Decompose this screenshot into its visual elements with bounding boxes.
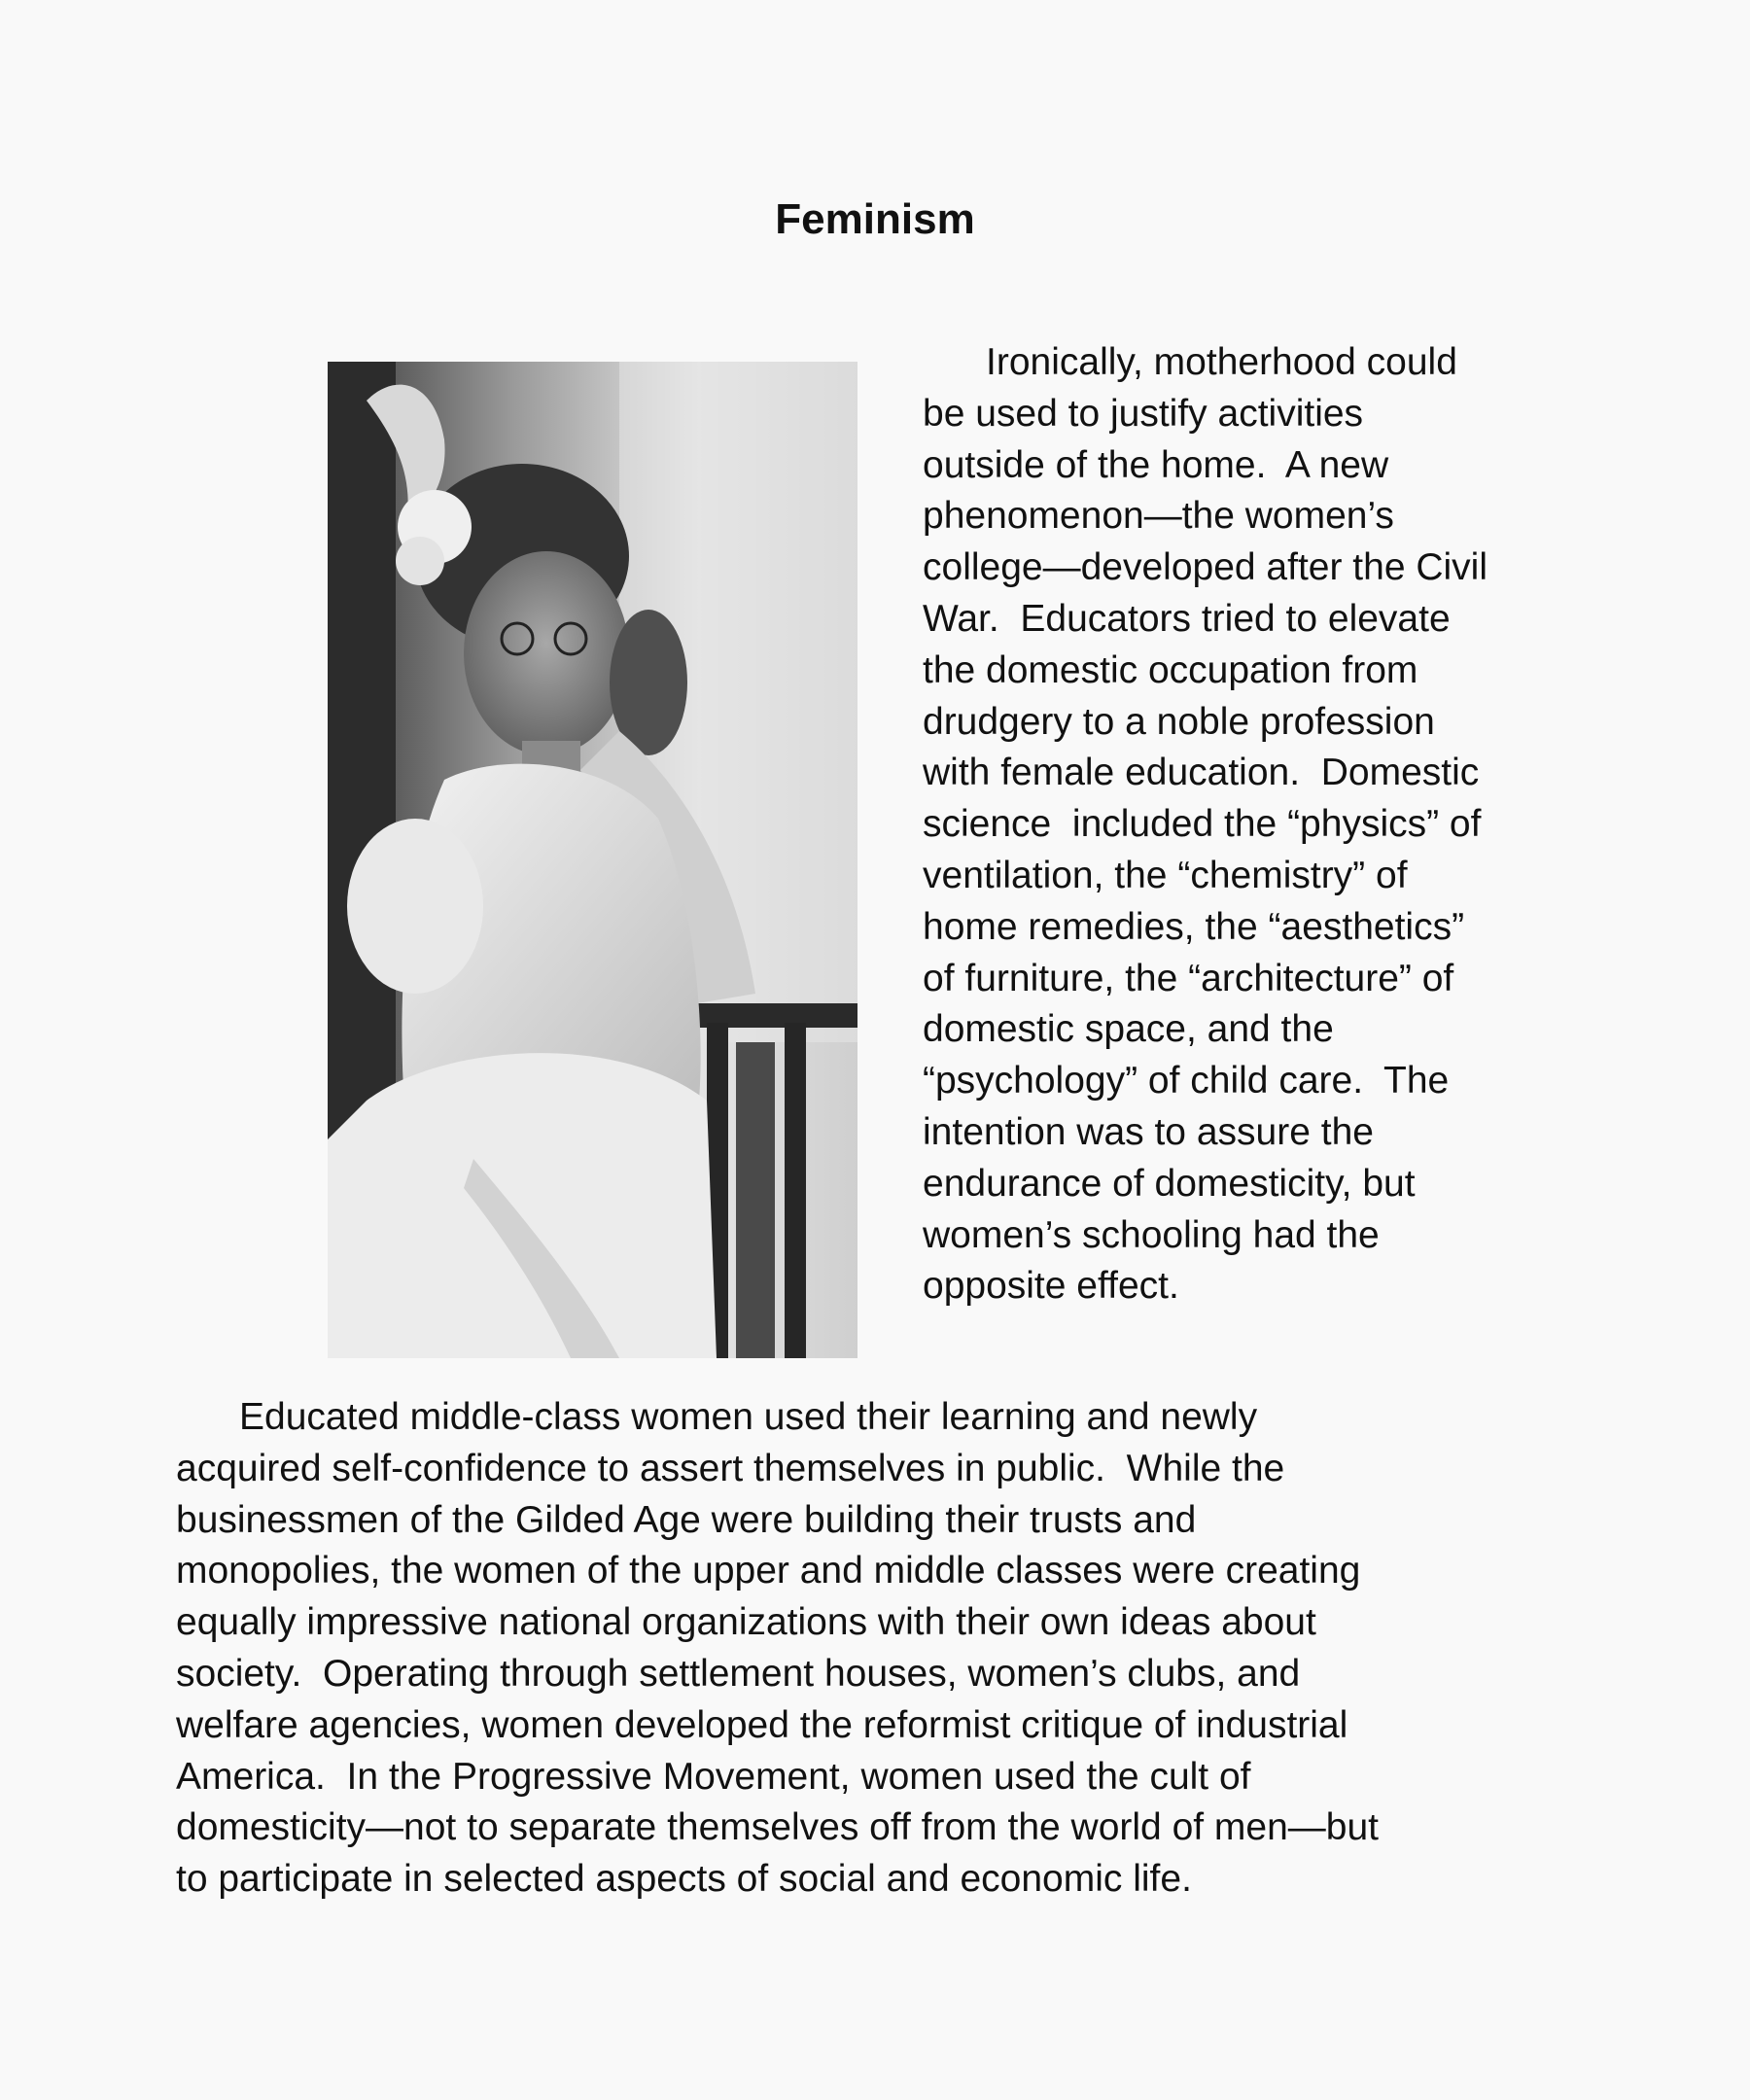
sidebar-paragraph-line: college—developed after the Civil <box>923 546 1488 589</box>
main-paragraph-line: Educated middle-class women used their learning and newly <box>176 1396 1258 1438</box>
sidebar-paragraph-line: drudgery to a noble profession <box>923 700 1435 743</box>
sidebar-paragraph-line: of furniture, the “architecture” of <box>923 957 1454 999</box>
page-title: Feminism <box>775 195 975 243</box>
main-paragraph-line: America. In the Progressive Movement, women used the cult of <box>176 1755 1251 1798</box>
sidebar-paragraph-line: outside of the home. A new <box>923 443 1389 486</box>
sidebar-paragraph-line: War. Educators tried to elevate <box>923 597 1451 640</box>
main-paragraph-line: acquired self-confidence to assert themselves in public. While the <box>176 1447 1285 1489</box>
sidebar-paragraph-line: domestic space, and the <box>923 1008 1334 1051</box>
sidebar-paragraph <box>923 337 1584 1312</box>
main-paragraph-line: welfare agencies, women developed the reformist critique of industrial <box>176 1703 1348 1746</box>
portrait-photo <box>328 362 858 1358</box>
sidebar-paragraph-line: endurance of domesticity, but <box>923 1162 1416 1205</box>
main-paragraph-line: society. Operating through settlement houses, women’s clubs, and <box>176 1652 1301 1695</box>
main-paragraph-line: domesticity—not to separate themselves off from the world of men—but <box>176 1806 1380 1849</box>
sidebar-paragraph-line: intention was to assure the <box>923 1110 1374 1153</box>
main-paragraph-line: monopolies, the women of the upper and middle classes were creating <box>176 1550 1361 1592</box>
sidebar-paragraph-line: ventilation, the “chemistry” of <box>923 854 1408 896</box>
sidebar-paragraph-line: phenomenon—the women’s <box>923 495 1394 538</box>
sidebar-paragraph-line: “psychology” of child care. The <box>923 1060 1450 1102</box>
sidebar-paragraph-line: home remedies, the “aesthetics” <box>923 905 1465 948</box>
main-paragraph-line: equally impressive national organizations with their own ideas about <box>176 1601 1316 1644</box>
main-paragraph-line: to participate in selected aspects of social and economic life. <box>176 1858 1192 1901</box>
main-paragraph-line: businessmen of the Gilded Age were building their trusts and <box>176 1498 1197 1541</box>
sidebar-paragraph-line: science included the “physics” of <box>923 803 1482 846</box>
sidebar-paragraph-line: with female education. Domestic <box>923 752 1480 794</box>
sidebar-paragraph-line: the domestic occupation from <box>923 648 1418 691</box>
sidebar-paragraph-line: women’s schooling had the <box>923 1213 1380 1256</box>
sidebar-paragraph-line: Ironically, motherhood could <box>923 341 1457 383</box>
sidebar-paragraph-line: opposite effect. <box>923 1265 1179 1308</box>
sidebar-paragraph-line: be used to justify activities <box>923 392 1364 435</box>
main-paragraph <box>176 1392 1595 1906</box>
